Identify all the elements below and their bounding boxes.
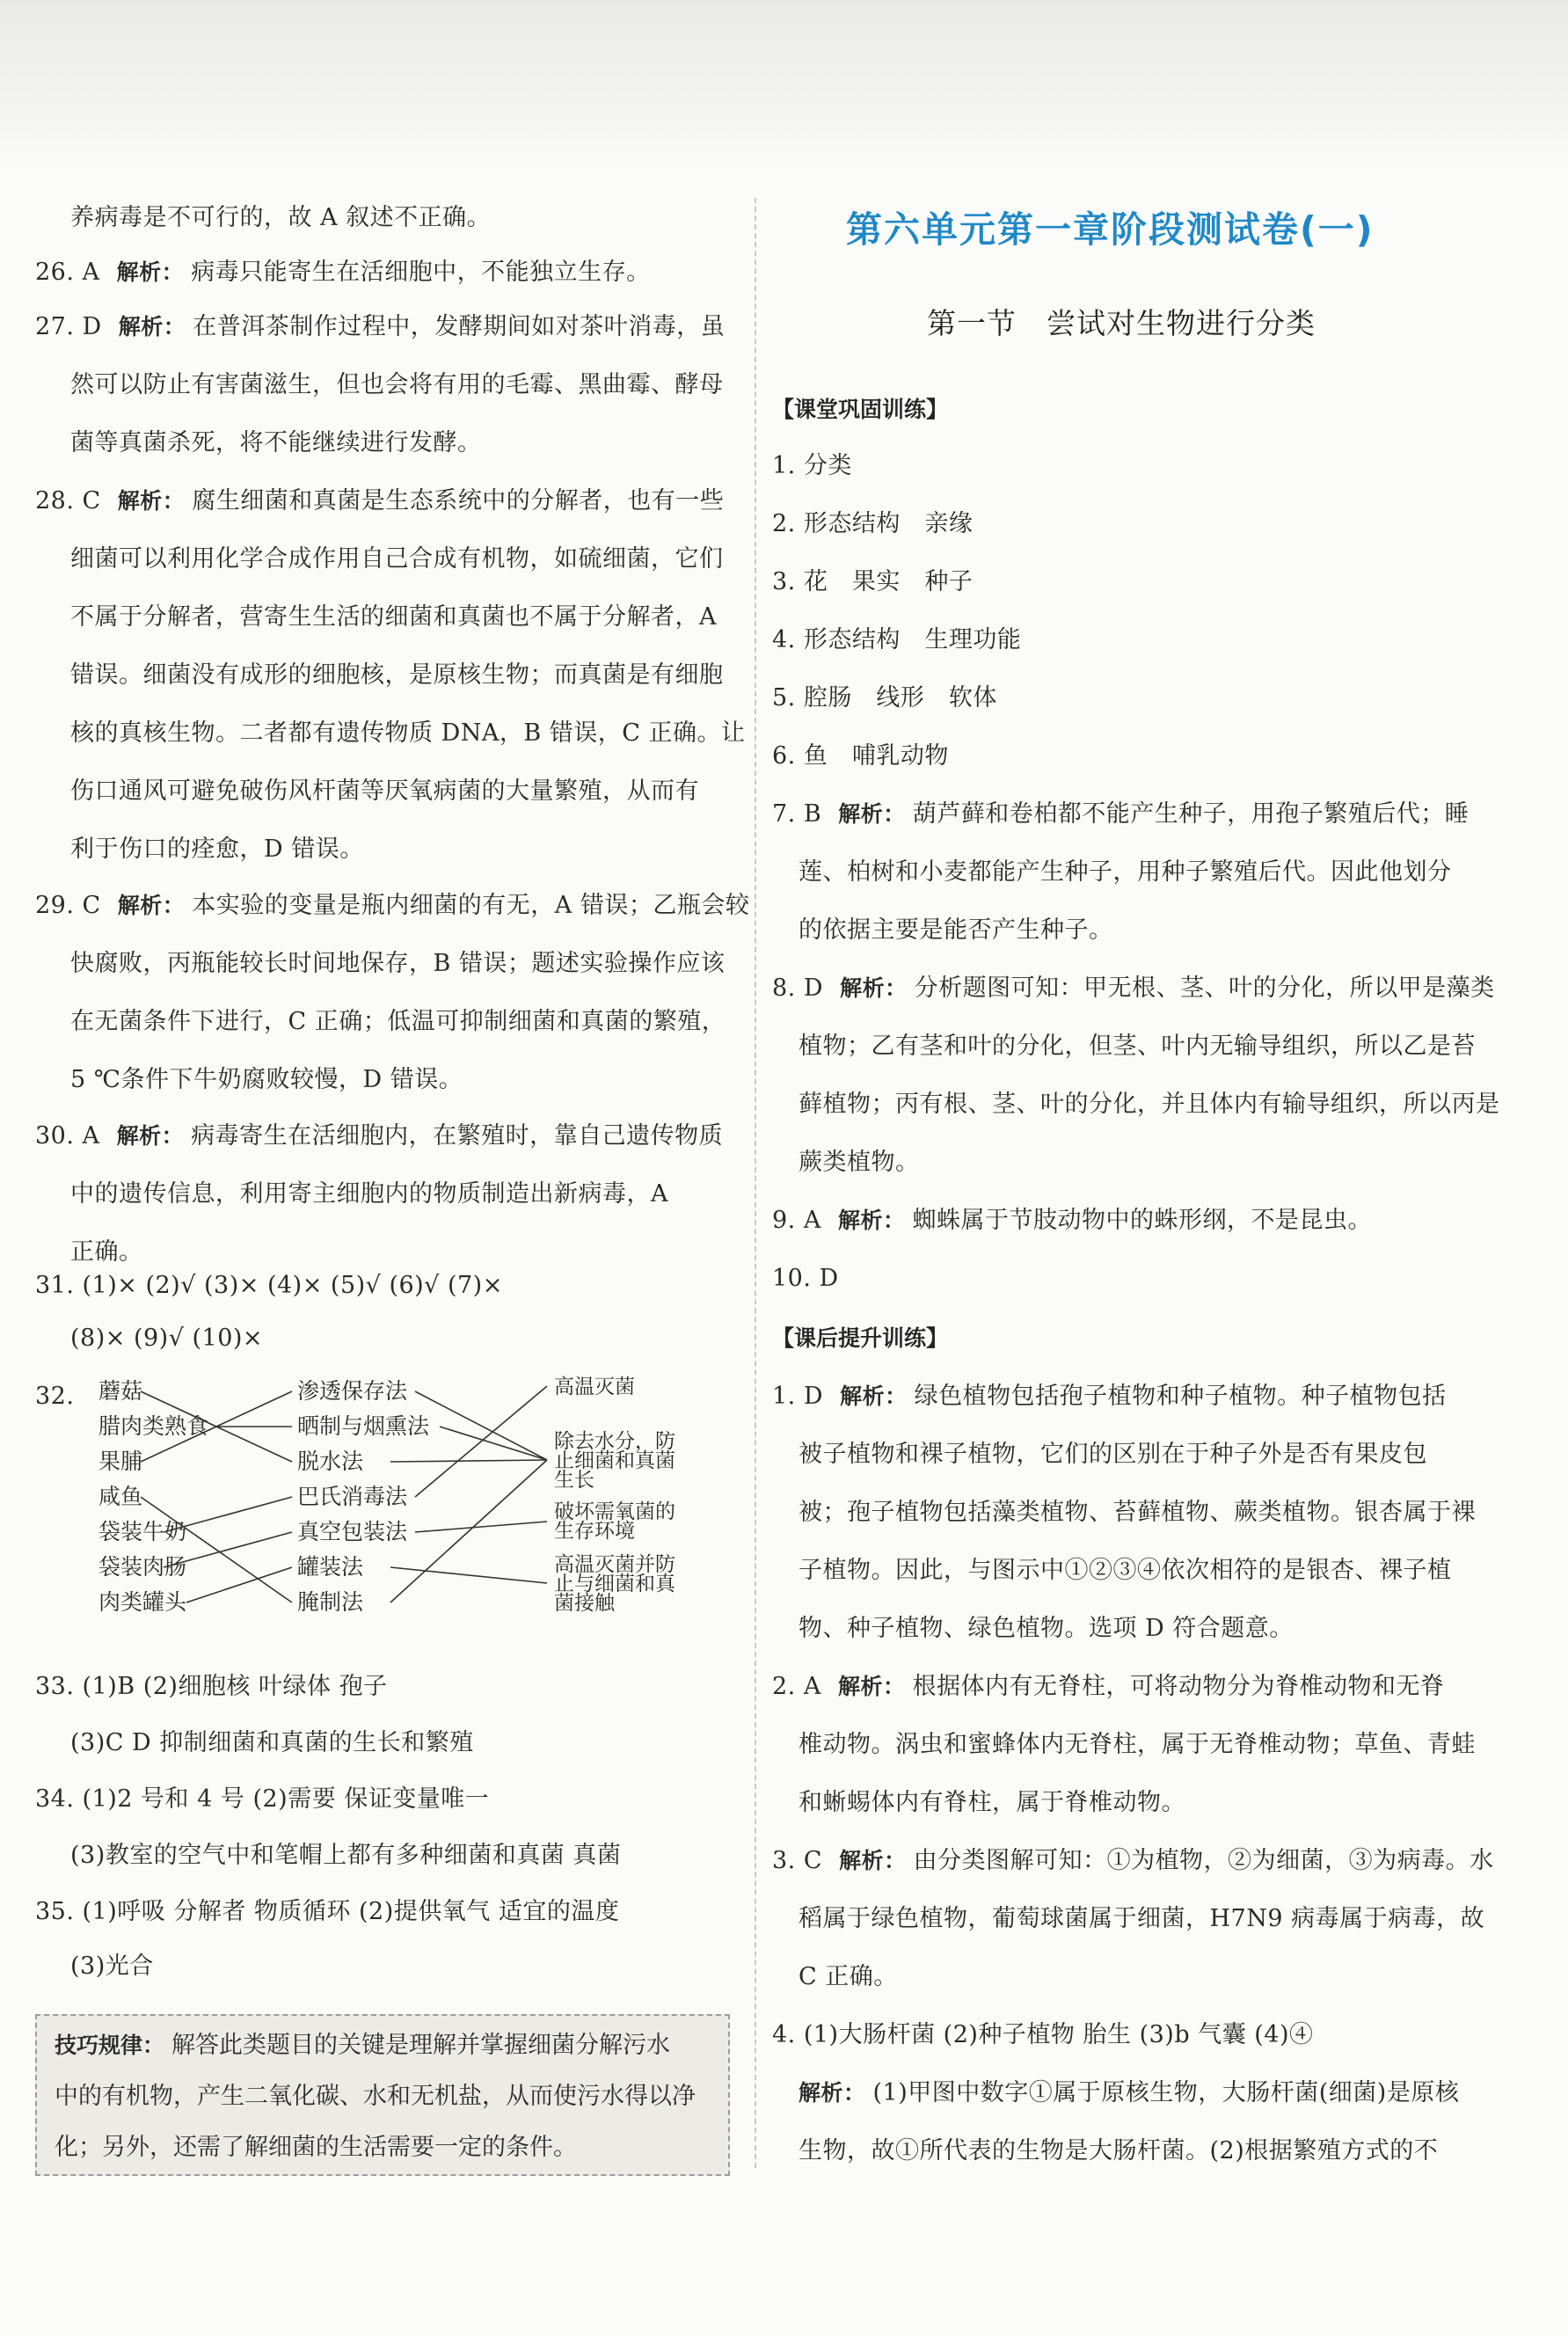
principle-item: 生存环境 (554, 1520, 635, 1543)
text-line: 养病毒是不可行的，故 A 叙述不正确。 (70, 204, 492, 231)
text-line: 稻属于绿色植物，葡萄球菌属于细菌，H7N9 病毒属于病毒，故 (799, 1905, 1485, 1932)
text-line: (8)× (9)√ (10)× (70, 1325, 264, 1352)
analysis-label: 解析： (838, 801, 906, 827)
answer-text: 蜘蛛属于节肢动物中的蛛形纲，不是昆虫。 (912, 1207, 1372, 1234)
analysis-label: 解析： (840, 975, 908, 1001)
answer-34: 34. (1)2 号和 4 号 (2)需要 保证变量唯一 (35, 1785, 490, 1813)
match-line (390, 1460, 547, 1462)
answer-1: 1. 分类 (772, 452, 852, 479)
food-item: 果脯 (98, 1449, 143, 1474)
answer-text: 葫芦藓和卷柏都不能产生种子，用孢子繁殖后代；睡 (912, 800, 1470, 828)
food-item: 袋装牛奶 (98, 1519, 187, 1544)
match-line (164, 1497, 292, 1532)
answer-number: 8. D (772, 975, 823, 1002)
answer-text: 由分类图解可知：①为植物，②为细菌，③为病毒。水 (913, 1847, 1494, 1874)
section-subtitle: 第一节 尝试对生物进行分类 (927, 306, 1316, 340)
method-item: 晒制与烟熏法 (297, 1413, 430, 1439)
text-line: 利于伤口的痊愈，D 错误。 (70, 836, 364, 863)
answer-b1 (772, 1379, 1447, 1414)
text-line: 被；孢子植物包括藻类植物、苔藓植物、蕨类植物。银杏属于裸 (799, 1499, 1476, 1526)
tip-box (35, 2014, 730, 2176)
answer-text: 根据体内有无脊柱，可将动物分为脊椎动物和无脊 (912, 1673, 1445, 1700)
principle-item: 高温灭菌并防 (554, 1553, 675, 1576)
food-item: 蘑菇 (98, 1378, 143, 1404)
analysis-label: 解析： (117, 488, 186, 514)
answer-10: 10. D (772, 1265, 839, 1292)
answer-6: 6. 鱼 哺乳动物 (772, 742, 949, 770)
answer-4: 4. 形态结构 生理功能 (772, 626, 1022, 653)
method-item: 脱水法 (297, 1449, 364, 1474)
answer-b4: 4. (1)大肠杆菌 (2)种子植物 胎生 (3)b 气囊 (4)④ (772, 2021, 1314, 2048)
answer-text: 绿色植物包括孢子植物和种子植物。种子植物包括 (914, 1383, 1447, 1410)
method-item: 罐装法 (297, 1554, 364, 1580)
tip-line: 中的有机物，产生二氧化碳、水和无机盐，从而使污水得以净 (55, 2083, 696, 2110)
principle-item: 菌接触 (554, 1592, 615, 1615)
answer-number: 28. C (35, 487, 101, 515)
answer-b3 (772, 1843, 1494, 1879)
match-line (415, 1522, 547, 1532)
text-line: 藓植物；丙有根、茎、叶的分化，并且体内有输导组织，所以丙是 (799, 1091, 1500, 1118)
answer-28 (35, 484, 724, 519)
match-line (415, 1391, 547, 1460)
tip-line (55, 2028, 670, 2063)
scan-top-shade (0, 0, 1568, 176)
text-line: (3)光合 (70, 1953, 154, 1980)
answer-text: 本实验的变量是瓶内细菌的有无，A 错误；乙瓶会较 (192, 892, 750, 919)
match-line (141, 1497, 292, 1602)
text-line: 错误。细菌没有成形的细胞核，是原核生物；而真菌是有细胞 (70, 661, 724, 689)
method-item: 巴氏消毒法 (297, 1484, 408, 1509)
principle-item: 止细菌和真菌 (554, 1449, 675, 1472)
answer-3: 3. 花 果实 种子 (772, 568, 974, 595)
food-item: 肉类罐头 (98, 1589, 187, 1615)
answer-35: 35. (1)呼吸 分解者 物质循环 (2)提供氧气 适宜的温度 (35, 1898, 620, 1925)
answer-number: 29. C (35, 892, 101, 919)
answer-2: 2. 形态结构 亲缘 (772, 510, 974, 537)
text-line: 正确。 (70, 1238, 143, 1266)
text-line: 5 ℃条件下牛奶腐败较慢，D 错误。 (70, 1066, 463, 1093)
analysis-label: 解析： (799, 2080, 866, 2106)
text-line: 被子植物和裸子植物，它们的区别在于种子外是否有果皮包 (799, 1441, 1427, 1468)
answer-number: 9. A (772, 1207, 821, 1234)
answer-number: 7. B (772, 800, 822, 828)
analysis-label: 解析： (117, 893, 186, 918)
answer-30 (35, 1119, 723, 1154)
tip-text: 解答此类题目的关键是理解并掌握细菌分解污水 (171, 2032, 671, 2059)
food-item: 袋装肉肠 (98, 1554, 187, 1580)
text-line: 物、种子植物、绿色植物。选项 D 符合题意。 (799, 1615, 1294, 1642)
column-divider (755, 198, 756, 2168)
answer-26 (35, 255, 651, 290)
answer-text: 在普洱茶制作过程中，发酵期间如对茶叶消毒，虽 (193, 313, 726, 340)
answer-text: 病毒寄生在活细胞内，在繁殖时，靠自己遗传物质 (191, 1122, 724, 1150)
answer-number: 2. A (772, 1673, 821, 1700)
analysis-label: 解析： (118, 314, 186, 339)
text-line: 植物；乙有茎和叶的分化，但茎、叶内无输导组织，所以乙是苔 (799, 1033, 1476, 1060)
matching-diagram (62, 1372, 730, 1636)
answer-number: 3. C (772, 1847, 823, 1874)
analysis-label: 解析： (840, 1383, 908, 1409)
answer-number: 27. D (35, 313, 102, 340)
text-line: 中的遗传信息，利用寄主细胞内的物质制造出新病毒，A (70, 1180, 668, 1208)
answer-number: 1. D (772, 1383, 823, 1410)
text-line: 不属于分解者，营寄生生活的细菌和真菌也不属于分解者，A (70, 603, 717, 631)
tip-line: 化；另外，还需了解细菌的生活需要一定的条件。 (55, 2134, 577, 2161)
text-line: 生物，故①所代表的生物是大肠杆菌。(2)根据繁殖方式的不 (799, 2137, 1439, 2164)
answer-27 (35, 310, 725, 345)
answer-b4-analysis (799, 2076, 1459, 2111)
food-item: 腊肉类熟食 (98, 1413, 209, 1439)
answer-b2 (772, 1669, 1444, 1705)
answer-text: (1)甲图中数字①属于原核生物，大肠杆菌(细菌)是原核 (872, 2079, 1460, 2106)
text-line: 的依据主要是能否产生种子。 (799, 916, 1113, 944)
matching-svg (62, 1372, 730, 1636)
answer-8 (772, 971, 1495, 1006)
answer-number: 26. A (35, 259, 100, 286)
answer-31: 31. (1)× (2)√ (3)× (4)× (5)√ (6)√ (7)× (35, 1272, 503, 1299)
answer-7 (772, 797, 1469, 832)
text-line: C 正确。 (799, 1963, 898, 1990)
tip-label: 技巧规律： (55, 2033, 165, 2058)
section-heading: 【课堂巩固训练】 (772, 397, 949, 422)
answer-9 (772, 1203, 1372, 1238)
section-heading: 【课后提升训练】 (772, 1325, 949, 1351)
answer-32-number: 32. (35, 1383, 75, 1410)
match-line (415, 1386, 547, 1497)
analysis-label: 解析： (116, 1123, 185, 1149)
text-line: 细菌可以利用化学合成作用自己合成有机物，如硫细菌，它们 (70, 545, 724, 573)
analysis-label: 解析： (837, 1674, 906, 1699)
text-line: (3)教室的空气中和笔帽上都有多种细菌和真菌 真菌 (70, 1842, 622, 1869)
match-line (186, 1567, 292, 1602)
analysis-label: 解析： (116, 259, 185, 285)
principle-item: 高温灭菌 (554, 1376, 635, 1398)
method-item: 腌制法 (297, 1589, 364, 1615)
text-line: 菌等真菌杀死，将不能继续进行发酵。 (70, 429, 482, 456)
principle-item: 生长 (554, 1469, 594, 1492)
text-line: 快腐败，丙瓶能较长时间地保存，B 错误；题述实验操作应该 (70, 950, 726, 977)
page-title: 第六单元第一章阶段测试卷(一) (846, 208, 1375, 251)
text-line: 核的真核生物。二者都有遗传物质 DNA，B 错误，C 正确。让 (70, 719, 746, 747)
answer-33: 33. (1)B (2)细胞核 叶绿体 孢子 (35, 1673, 388, 1700)
answer-5: 5. 腔肠 线形 软体 (772, 684, 997, 712)
text-line: 在无菌条件下进行，C 正确；低温可抑制细菌和真菌的繁殖， (70, 1008, 726, 1035)
method-item: 真空包装法 (297, 1519, 408, 1544)
analysis-label: 解析： (837, 1208, 906, 1233)
text-line: 莲、柏树和小麦都能产生种子，用种子繁殖后代。因此他划分 (799, 858, 1452, 886)
text-line: 然可以防止有害菌滋生，但也会将有用的毛霉、黑曲霉、酵母 (70, 371, 724, 398)
principle-item: 止与细菌和真 (554, 1573, 675, 1595)
answer-number: 30. A (35, 1122, 100, 1150)
text-line: 和蜥蜴体内有脊柱，属于脊椎动物。 (799, 1789, 1185, 1816)
method-item: 渗透保存法 (297, 1378, 408, 1404)
text-line: 伤口通风可避免破伤风杆菌等厌氧病菌的大量繁殖，从而有 (70, 777, 699, 805)
text-line: 蕨类植物。 (799, 1149, 920, 1176)
answer-text: 腐生细菌和真菌是生态系统中的分解者，也有一些 (192, 487, 725, 515)
answer-29 (35, 888, 749, 923)
food-item: 咸鱼 (98, 1484, 143, 1509)
text-line: 椎动物。涡虫和蜜蜂体内无脊柱，属于无脊椎动物；草鱼、青蛙 (799, 1731, 1476, 1758)
answer-text: 分析题图可知：甲无根、茎、叶的分化，所以甲是藻类 (914, 975, 1495, 1002)
answer-text: 病毒只能寄生在活细胞中，不能独立生存。 (191, 259, 651, 286)
principle-item: 除去水分，防 (554, 1430, 675, 1453)
principle-item: 破坏需氧菌的 (554, 1500, 675, 1523)
analysis-label: 解析： (839, 1848, 907, 1873)
text-line: (3)C D 抑制细菌和真菌的生长和繁殖 (70, 1729, 474, 1756)
text-line: 子植物。因此，与图示中①②③④依次相符的是银杏、裸子植 (799, 1557, 1452, 1584)
